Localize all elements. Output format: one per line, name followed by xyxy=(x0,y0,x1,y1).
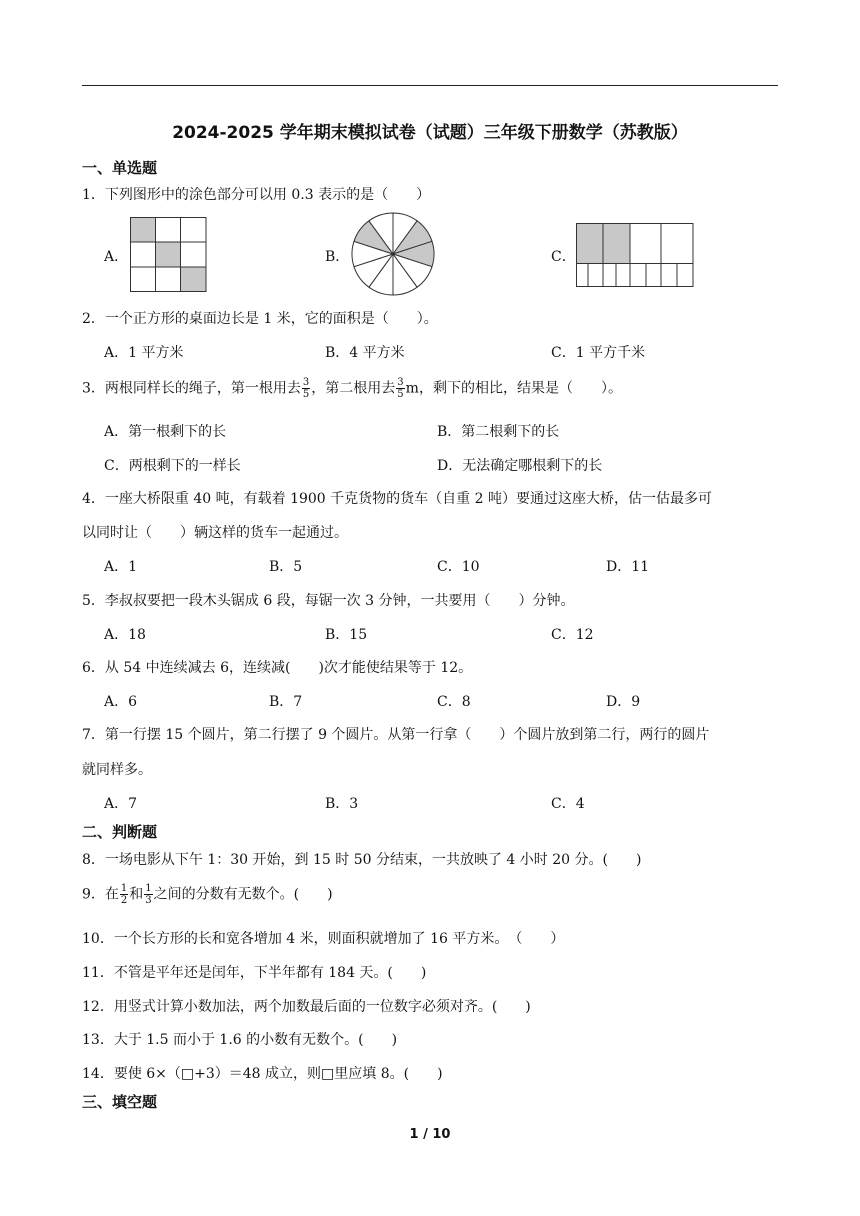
question-10: 10．一个长方形的长和宽各增加 4 米，则面积就增加了 16 平方米。 （ ） xyxy=(82,931,565,947)
question-7-line-2: 就同样多。 xyxy=(82,762,152,778)
q7-option-a: A．7 xyxy=(104,796,138,812)
q3-fraction-2: $\frac{3}{5}$ xyxy=(397,377,404,400)
q9-text-mid: 和 xyxy=(129,886,144,903)
question-12: 12．用竖式计算小数加法，两个加数最后面的一位数字必须对齐。( ) xyxy=(82,999,531,1015)
question-11: 11．不管是平年还是闰年，下半年都有 184 天。( ) xyxy=(82,965,427,981)
q4-option-b: B．5 xyxy=(269,559,303,575)
q2-option-a: A．1 平方米 xyxy=(104,345,184,361)
question-4-line-1: 4．一座大桥限重 40 吨，有载着 1900 千克货物的货车（自重 2 吨）要通过这座大桥，估一估最多可 xyxy=(82,491,712,507)
q2-option-b: B．4 平方米 xyxy=(325,345,405,361)
q9-text-end: 之间的分数有无数个。( ) xyxy=(153,886,333,903)
question-6: 6．从 54 中连续减去 6，连续减( )次才能使结果等于 12。 xyxy=(82,660,473,676)
q9-fraction-1: $\frac{1}{2}$ xyxy=(120,883,128,906)
q5-option-b: B．15 xyxy=(325,627,368,643)
q5-option-c: C．12 xyxy=(551,627,594,643)
q2-option-c: C．1 平方千米 xyxy=(551,345,646,361)
q6-option-c: C．8 xyxy=(437,694,471,710)
q4-option-a: A．1 xyxy=(104,559,138,575)
q1-option-a: A． xyxy=(104,249,129,265)
q3-text-mid: ，第二根用去 xyxy=(311,380,396,397)
q7-option-b: B．3 xyxy=(325,796,359,812)
q6-option-d: D．9 xyxy=(606,694,641,710)
q3-option-b: B．第二根剩下的长 xyxy=(437,424,560,440)
question-13: 13．大于 1.5 而小于 1.6 的小数有无数个。( ) xyxy=(82,1032,398,1048)
q4-option-d: D．11 xyxy=(606,559,650,575)
q7-option-c: C．4 xyxy=(551,796,585,812)
page-number: 1 / 10 xyxy=(409,1127,451,1142)
question-3 xyxy=(82,377,782,400)
q1-option-b: B． xyxy=(325,249,350,265)
q1-option-c: C． xyxy=(551,249,576,265)
q9-text-start: 9．在 xyxy=(82,886,119,903)
q3-text-start: 3．两根同样长的绳子，第一根用去 xyxy=(82,380,301,397)
q3-option-c: C．两根剩下的一样长 xyxy=(104,458,241,474)
question-5: 5．李叔叔要把一段木头锯成 6 段，每锯一次 3 分钟，一共要用（ ）分钟。 xyxy=(82,593,575,609)
figure-c-rectangle xyxy=(576,223,694,287)
q3-text-end: m，剩下的相比，结果是（ ）。 xyxy=(405,380,622,397)
section-fill-in: 三、填空题 xyxy=(82,1093,158,1111)
q6-option-a: A．6 xyxy=(104,694,138,710)
section-single-choice: 一、单选题 xyxy=(82,159,158,177)
top-rule xyxy=(82,85,778,86)
question-8: 8．一场电影从下午 1：30 开始，到 15 时 50 分结束，一共放映了 4 小时 20 分。( ) xyxy=(82,852,642,868)
page-title: 2024-2025 学年期末模拟试卷（试题）三年级下册数学（苏教版） xyxy=(172,123,688,143)
q9-fraction-2: $\frac{1}{3}$ xyxy=(145,883,152,906)
q3-option-a: A．第一根剩下的长 xyxy=(104,424,227,440)
q5-option-a: A．18 xyxy=(104,627,146,643)
q3-option-d: D．无法确定哪根剩下的长 xyxy=(437,458,603,474)
q3-fraction-1: $\frac{3}{5}$ xyxy=(302,377,310,400)
q6-option-b: B．7 xyxy=(269,694,303,710)
question-1: 1．下列图形中的涂色部分可以用 0.3 表示的是（ ） xyxy=(82,187,431,203)
question-7-line-1: 7．第一行摆 15 个圆片，第二行摆了 9 个圆片。从第一行拿（ ）个圆片放到第二行，两行的圆片 xyxy=(82,727,710,743)
question-14: 14．要使 6×（□+3）＝48 成立，则□里应填 8。( ) xyxy=(82,1066,443,1082)
question-2: 2．一个正方形的桌面边长是 1 米，它的面积是（ ）。 xyxy=(82,311,438,327)
section-true-false: 二、判断题 xyxy=(82,823,158,841)
q4-option-c: C．10 xyxy=(437,559,480,575)
figure-b-circle xyxy=(350,211,436,297)
question-4-line-2: 以同时让（ ）辆这样的货车一起通过。 xyxy=(82,525,348,541)
figure-a-grid xyxy=(130,217,207,292)
question-9 xyxy=(82,883,782,906)
